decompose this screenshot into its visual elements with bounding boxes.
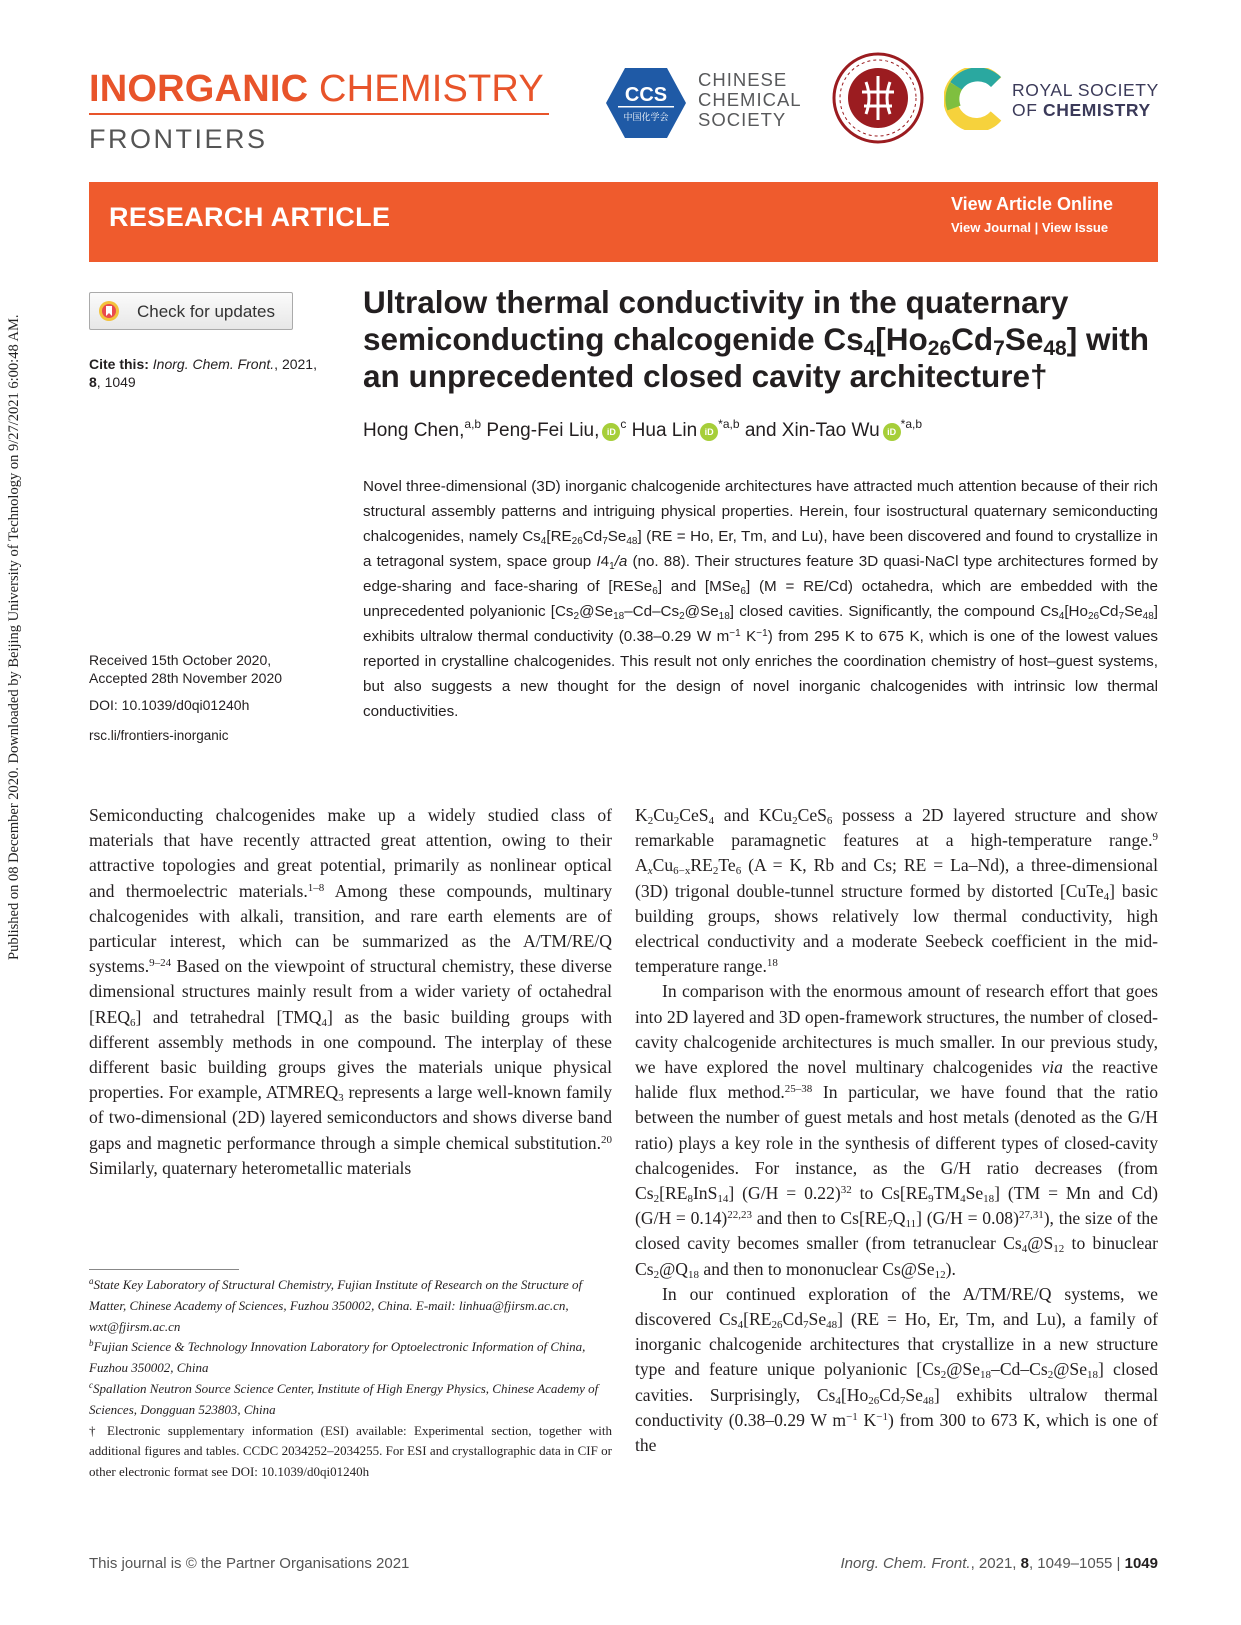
author-name: Peng-Fei Liu, bbox=[486, 420, 600, 441]
rsc-name-line2 bbox=[1012, 100, 1159, 120]
journal-title bbox=[89, 68, 544, 111]
rsc-name bbox=[1012, 80, 1159, 120]
rsc-name-line1: ROYAL SOCIETY bbox=[1012, 80, 1159, 100]
check-for-updates-label: Check for updates bbox=[137, 302, 275, 321]
reference-link[interactable]: 1–8 bbox=[307, 881, 325, 894]
view-issue-link[interactable]: View Issue bbox=[1041, 220, 1109, 235]
doi-text: DOI: 10.1039/d0qi01240h bbox=[89, 697, 250, 713]
body-paragraph: In our continued exploration of the A/TM/RE/Q systems, we discovered $Cs_4[RE_{26}Cd_7Se_{48}] (RE = Ho$, Er, Tm, and Lu), a family of inorganic chalcogenide architectures that crystallize in a new structure type and feature unique polyanionic $[Cs_2@Se_{18}-Cd-Cs_2@Se_{18}]$ closed cavities. Surprisingly, $Cs_4[Ho_{26}Cd_7Se_{48}]$ exhibits ultralow thermal conductivity (0.38–0.29 W $m^{-1}$ $K^{-1}$) from 300 to 673 K, which is one of the bbox=[635, 1283, 1158, 1456]
reference-link[interactable]: 27,31 bbox=[1018, 1209, 1044, 1222]
reference-link[interactable]: 9–24 bbox=[149, 957, 172, 970]
cite-label: Cite this: bbox=[89, 356, 149, 372]
download-watermark: Published on 08 December 2020. Downloaded by Beijing University of Technology on 9/27/2021 6:00:48 AM. bbox=[6, 314, 22, 960]
orcid-icon[interactable]: iD bbox=[700, 423, 718, 441]
body-paragraph: In comparison with the enormous amount of research effort that goes into 2D layered and 3D open-framework structures, the number of closed-cavity chalcogenide architectures is much smaller. In our previous study, we have explored the novel multinary chalcogenides via the reactive halide flux method.$^{25-38}$ In particular, we have found that the ratio between the number of guest metals and host metals (denoted as the G/H ratio) plays a key role in the synthesis of different types of closed-cavity chalcogenides. For instance, as the G/H ratio decreases (from $Cs_2[RE_8InS_{14}] (G/H = 0.22)^{32}$ to $Cs[RE_9TM_4Se_{18}] (TM = Mn$ and Cd) (G/H = 0.14)$^{22,23}$ and then to $Cs[RE_7Q_{11}] (G/H = 0.08)^{27,31}$), the size of the closed cavity becomes smaller (from tetranuclear $Cs_4@S_{12}$ to binuclear $Cs_2@Q_{18}$ and then to mononuclear $Cs@Se_{12}$). bbox=[635, 981, 1158, 1281]
body-paragraph: Semiconducting chalcogenides make up a widely studied class of materials that have recently attracted great attention, owing to their attractive topologies and great potential, primarily as nonlinear optical and thermoelectric materials.$^{1-8}$ Among these compounds, multinary chalcogenides with alkali, transition, and rare earth elements are of particular interest, which can be summarized as the A/TM/RE/Q systems.$^{9-24}$ Based on the viewpoint of structural chemistry, these diverse dimensional structures mainly result from a wider variety of octahedral $[REQ_6]$ and tetrahedral $[TMQ_4]$ as the basic building groups with different assembly methods in one compound. The interplay of these different basic building groups gives the materials unique physical properties. For example, $ATMREQ_3$ represents a large well-known family of two-dimensional (2D) layered semiconductors and shows diverse band gaps and magnetic performance through a simple chemical substitution.$^{20}$ Similarly, quaternary heterometallic materials bbox=[89, 805, 613, 1178]
view-article-online-link[interactable]: View Article Online bbox=[951, 194, 1114, 214]
banner-link-separator: | bbox=[1034, 220, 1039, 235]
rsc-name-of: OF bbox=[1012, 100, 1038, 120]
body-column-left bbox=[89, 803, 612, 1181]
citation-info bbox=[89, 355, 339, 391]
cite-volume: 8 bbox=[89, 374, 97, 390]
view-journal-link[interactable]: View Journal bbox=[951, 220, 1031, 235]
footnote-affiliation-c: $^c$Spallation Neutron Source Science Center, Institute of High Energy Physics, Chinese Academy of Sciences, Dongguan 523803, China bbox=[89, 1379, 599, 1417]
received-date: Received 15th October 2020, bbox=[89, 652, 272, 668]
author-name: Hong Chen, bbox=[363, 420, 465, 441]
footnote-divider bbox=[89, 1269, 239, 1270]
page-footer-copyright: This journal is © the Partner Organisations 2021 bbox=[89, 1555, 410, 1572]
author-affiliation: c bbox=[620, 417, 627, 431]
cite-year: , 2021, bbox=[274, 356, 317, 372]
ccs-name-line2: CHEMICAL bbox=[698, 89, 802, 110]
ccs-logo-cn: 中国化学会 bbox=[623, 113, 669, 123]
rsc-logo-icon bbox=[944, 68, 1004, 130]
article-title: Ultralow thermal conductivity in the quaternary semiconducting chalcogenide $Cs_4[Ho_{26}Cd_7Se_{48}]$ with an unprecedented closed cavity architecture† bbox=[363, 284, 1149, 394]
peking-university-seal-icon bbox=[832, 52, 924, 144]
ccs-name bbox=[698, 70, 802, 130]
author-affiliation: *a,b bbox=[718, 417, 740, 431]
orcid-icon[interactable]: iD bbox=[883, 423, 901, 441]
received-dates bbox=[89, 651, 282, 687]
ccs-name-line3: SOCIETY bbox=[698, 109, 787, 130]
page-number: 1049 bbox=[1124, 1555, 1158, 1572]
body-column-right bbox=[635, 803, 1158, 1458]
footnote-affiliation-b: $^b$Fujian Science & Technology Innovation Laboratory for Optoelectronic Information of China, Fuzhou 350002, China bbox=[89, 1338, 586, 1376]
ccs-name-line1: CHINESE bbox=[698, 69, 788, 90]
journal-title-word1: INORGANIC bbox=[89, 68, 309, 110]
rsc-name-chemistry: CHEMISTRY bbox=[1042, 100, 1151, 120]
author-name: Hua Lin bbox=[631, 420, 698, 441]
journal-short-link[interactable]: rsc.li/frontiers-inorganic bbox=[89, 728, 229, 743]
author-affiliation: a,b bbox=[464, 417, 482, 431]
crossmark-icon bbox=[98, 300, 120, 322]
reference-link[interactable]: 25–38 bbox=[784, 1083, 813, 1096]
article-type-label: RESEARCH ARTICLE bbox=[109, 202, 391, 232]
reference-link[interactable]: 32 bbox=[840, 1184, 852, 1197]
footnote-affiliation-a: $^a$State Key Laboratory of Structural Chemistry, Fujian Institute of Research on the Structure of Matter, Chinese Academy of Sciences, Fuzhou 350002, China. E-mail: linhua@fjirsm.ac.cn, wxt@fjirsm.ac.cn bbox=[89, 1276, 583, 1334]
cite-journal: Inorg. Chem. Front. bbox=[152, 356, 275, 372]
journal-title-word2: CHEMISTRY bbox=[319, 68, 544, 110]
author-list bbox=[363, 417, 923, 442]
cite-page: , 1049 bbox=[96, 374, 136, 390]
ccs-logo-icon bbox=[604, 66, 688, 140]
body-paragraph: $K_2Cu_2CeS_4$ and KCu$_2$CeS$_6$ possess a 2D layered structure and show remarkable paramagnetic features at a high-temperature range.$^9$ $A_xCu_{6-x}RE_2Te_6$ (A = K, Rb and Cs; RE = La–Nd), a three-dimensional (3D) trigonal double-tunnel structure formed by distorted [CuTe$_4$] basic building groups, shows relatively low thermal conductivity, high electrical conductivity and a moderate Seebeck coefficient in the mid-temperature range.$^{18}$ bbox=[635, 805, 1159, 977]
footnote-esi: † Electronic supplementary information (ESI) available: Experimental section, together with additional figures and tables. CCDC 2034252–2034255. For ESI and crystallographic data in CIF or other electronic format see DOI: 10.1039/d0qi01240h bbox=[89, 1422, 612, 1480]
abstract: Novel three-dimensional (3D) inorganic chalcogenide architectures have attracted much attention because of their rich structural assembly patterns and intriguing physical properties. Herein, four isostructural quaternary semiconducting chalcogenides, namely $Cs_4[RE_{26}Cd_7Se_{48}] (RE = Ho$, Er, Tm, and Lu), have been discovered and found to crystallize in a tetragonal system, space group $I4_1/a$ (no. 88). Their structures feature 3D quasi-NaCl type architectures formed by edge-sharing and face-sharing of [RESe$_6$] and [MSe$_6$] (M = RE/Cd) octahedra, which are embedded with the unprecedented polyanionic $[Cs_2@Se_{18}-Cd-Cs_2@Se_{18}]$ closed cavities. Significantly, the compound $Cs_4[Ho_{26}Cd_7Se_{48}]$ exhibits ultralow thermal conductivity (0.38–0.29 W $m^{-1}$ $K^{-1}$) from 295 K to 675 K, which is one of the lowest values reported in crystalline chalcogenides. This result not only enriches the coordination chemistry of host–guest systems, but also suggests a new thought for the design of novel inorganic chalcogenides with intrinsic low thermal conductivities. bbox=[363, 478, 1159, 720]
page-footer-citation: Inorg. Chem. Front., 2021, 8, 1049–1055 | 1049 bbox=[840, 1555, 1158, 1572]
footnotes bbox=[89, 1275, 612, 1483]
ccs-logo-abbr: CCS bbox=[624, 84, 668, 106]
reference-link[interactable]: 22,23 bbox=[727, 1209, 752, 1222]
orcid-icon[interactable]: iD bbox=[602, 423, 620, 441]
journal-title-rule bbox=[89, 113, 549, 115]
author-name: and Xin-Tao Wu bbox=[744, 420, 880, 441]
reference-link[interactable]: 20 bbox=[601, 1133, 612, 1146]
reference-link[interactable]: 18 bbox=[766, 957, 778, 970]
accepted-date: Accepted 28th November 2020 bbox=[89, 670, 283, 686]
author-affiliation: *a,b bbox=[900, 417, 923, 431]
reference-link[interactable]: 9 bbox=[1152, 831, 1158, 844]
journal-subtitle: FRONTIERS bbox=[89, 124, 268, 154]
banner-links bbox=[951, 220, 1108, 235]
